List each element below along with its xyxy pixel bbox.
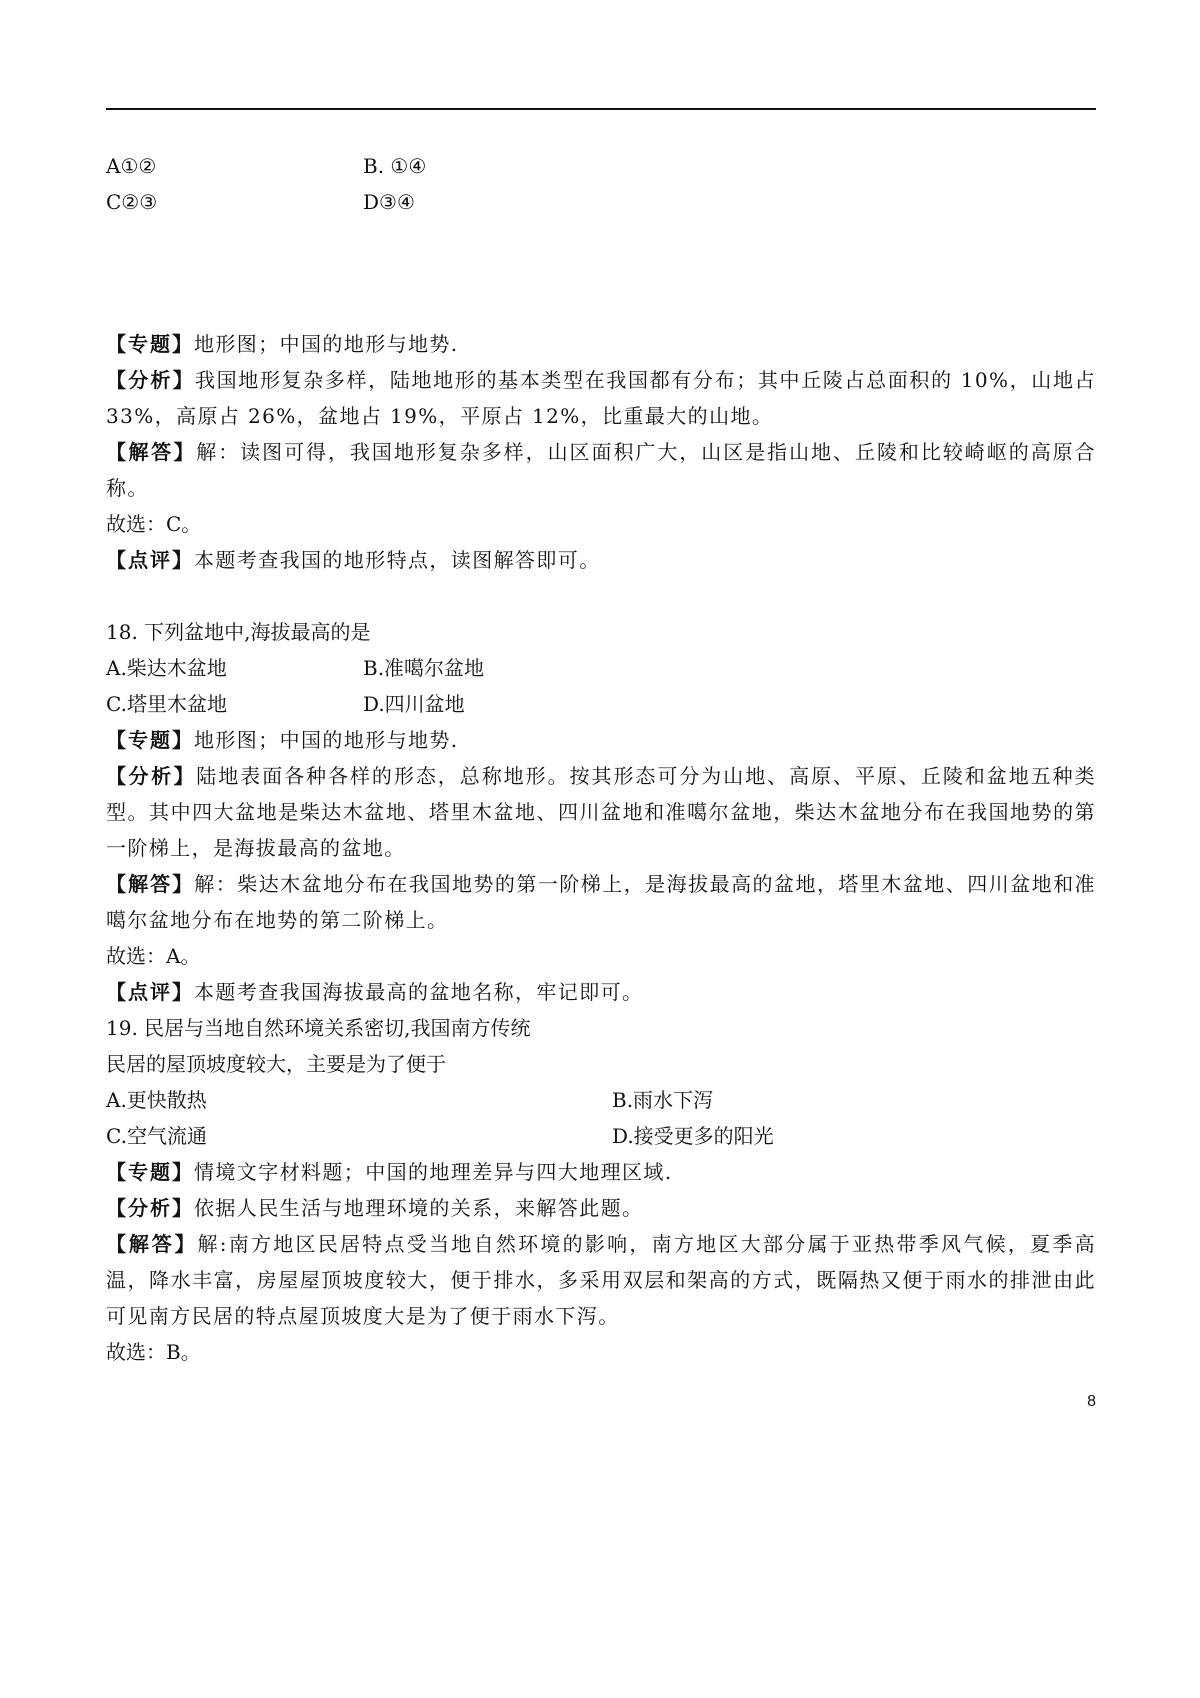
q19-topic-label: 【专题】	[106, 1160, 194, 1184]
q17-comment-label: 【点评】	[106, 548, 194, 572]
q18-option-d: D.四川盆地	[363, 692, 465, 716]
q19-analysis	[106, 1190, 1096, 1226]
q17-topic	[106, 326, 1096, 362]
q17-analysis	[106, 362, 1096, 434]
q18-comment-label: 【点评】	[106, 980, 194, 1004]
q17-option-a: A①②	[106, 154, 157, 178]
q19-answer	[106, 1226, 1096, 1334]
q17-options-row-2	[106, 184, 1096, 220]
q18-analysis-text: 陆地表面各种各样的形态，总称地形。按其形态可分为山地、高原、平原、丘陵和盆地五种类型。其中四大盆地是柴达木盆地、塔里木盆地、四川盆地和准噶尔盆地，柴达木盆地分布在我国地势的第一阶梯上，是海拔最高的盆地。	[106, 764, 1097, 860]
q18-topic-text: 地形图；中国的地形与地势.	[194, 728, 459, 752]
q17-option-b: B. ①④	[363, 154, 427, 178]
q19-option-c: C.空气流通	[106, 1124, 207, 1148]
q19-answer-label: 【解答】	[106, 1232, 198, 1256]
q18-topic	[106, 722, 1096, 758]
q17-option-d: D③④	[363, 190, 415, 214]
q17-answer-label: 【解答】	[106, 440, 197, 464]
q18-choice: 故选：A。	[106, 944, 201, 968]
q17-choice: 故选：C。	[106, 512, 202, 536]
q17-options-row-1	[106, 148, 1096, 184]
q19-answer-text: 解:南方地区民居特点受当地自然环境的影响，南方地区大部分属于亚热带季风气候，夏季高温，降水丰富，房屋屋顶坡度较大，便于排水，多采用双层和架高的方式，既隔热又便于雨水的排泄由此可见南方民居的特点屋顶坡度大是为了便于雨水下泻。	[106, 1232, 1097, 1328]
q18-option-a: A.柴达木盆地	[106, 656, 227, 680]
header-rule	[106, 108, 1096, 110]
q17-topic-text: 地形图；中国的地形与地势.	[194, 332, 459, 356]
q18-analysis	[106, 758, 1096, 866]
page-number: 8	[1087, 1393, 1096, 1410]
q19-topic-text: 情境文字材料题；中国的地理差异与四大地理区域.	[194, 1160, 673, 1184]
q18-comment	[106, 974, 1096, 1010]
q17-option-c: C②③	[106, 190, 158, 214]
q18-question: 18. 下列盆地中,海拔最高的是	[106, 620, 371, 644]
q19-analysis-text: 依据人民生活与地理环境的关系，来解答此题。	[194, 1196, 644, 1220]
q18-comment-text: 本题考查我国海拔最高的盆地名称，牢记即可。	[194, 980, 644, 1004]
q18-options-row-1	[106, 650, 1096, 686]
q19-option-d: D.接受更多的阳光	[612, 1124, 774, 1148]
q19-question-line-2: 民居的屋顶坡度较大，主要是为了便于	[106, 1052, 446, 1076]
q18-topic-label: 【专题】	[106, 728, 194, 752]
q17-comment	[106, 542, 1096, 578]
q18-option-c: C.塔里木盆地	[106, 692, 227, 716]
q19-options-row-2	[106, 1118, 1096, 1154]
q19-option-a: A.更快散热	[106, 1088, 207, 1112]
q19-analysis-label: 【分析】	[106, 1196, 194, 1220]
spacer	[106, 220, 1096, 326]
q18-answer-text: 解：柴达木盆地分布在我国地势的第一阶梯上，是海拔最高的盆地，塔里木盆地、四川盆地和准噶尔盆地分布在地势的第二阶梯上。	[106, 872, 1097, 932]
q18-analysis-label: 【分析】	[106, 764, 197, 788]
q18-option-b: B.准噶尔盆地	[363, 656, 485, 680]
q19-choice: 故选：B。	[106, 1340, 201, 1364]
q18-answer	[106, 866, 1096, 938]
q17-comment-text: 本题考查我国的地形特点，读图解答即可。	[194, 548, 601, 572]
q18-answer-label: 【解答】	[106, 872, 195, 896]
q18-options-row-2	[106, 686, 1096, 722]
q19-topic	[106, 1154, 1096, 1190]
spacer	[106, 578, 1096, 614]
q19-option-b: B.雨水下泻	[612, 1088, 714, 1112]
q17-answer	[106, 434, 1096, 506]
q17-analysis-text: 我国地形复杂多样，陆地地形的基本类型在我国都有分布；其中丘陵占总面积的 10%，山地占 33%，高原占 26%，盆地占 19%，平原占 12%，比重最大的山地。	[106, 368, 1096, 428]
q17-topic-label: 【专题】	[106, 332, 194, 356]
q17-analysis-label: 【分析】	[106, 368, 195, 392]
q17-answer-text: 解：读图可得，我国地形复杂多样，山区面积广大，山区是指山地、丘陵和比较崎岖的高原合称。	[106, 440, 1097, 500]
q19-options-row-1	[106, 1082, 1096, 1118]
q19-question-line-1: 19. 民居与当地自然环境关系密切,我国南方传统	[106, 1016, 531, 1040]
document-body	[106, 148, 1096, 1370]
